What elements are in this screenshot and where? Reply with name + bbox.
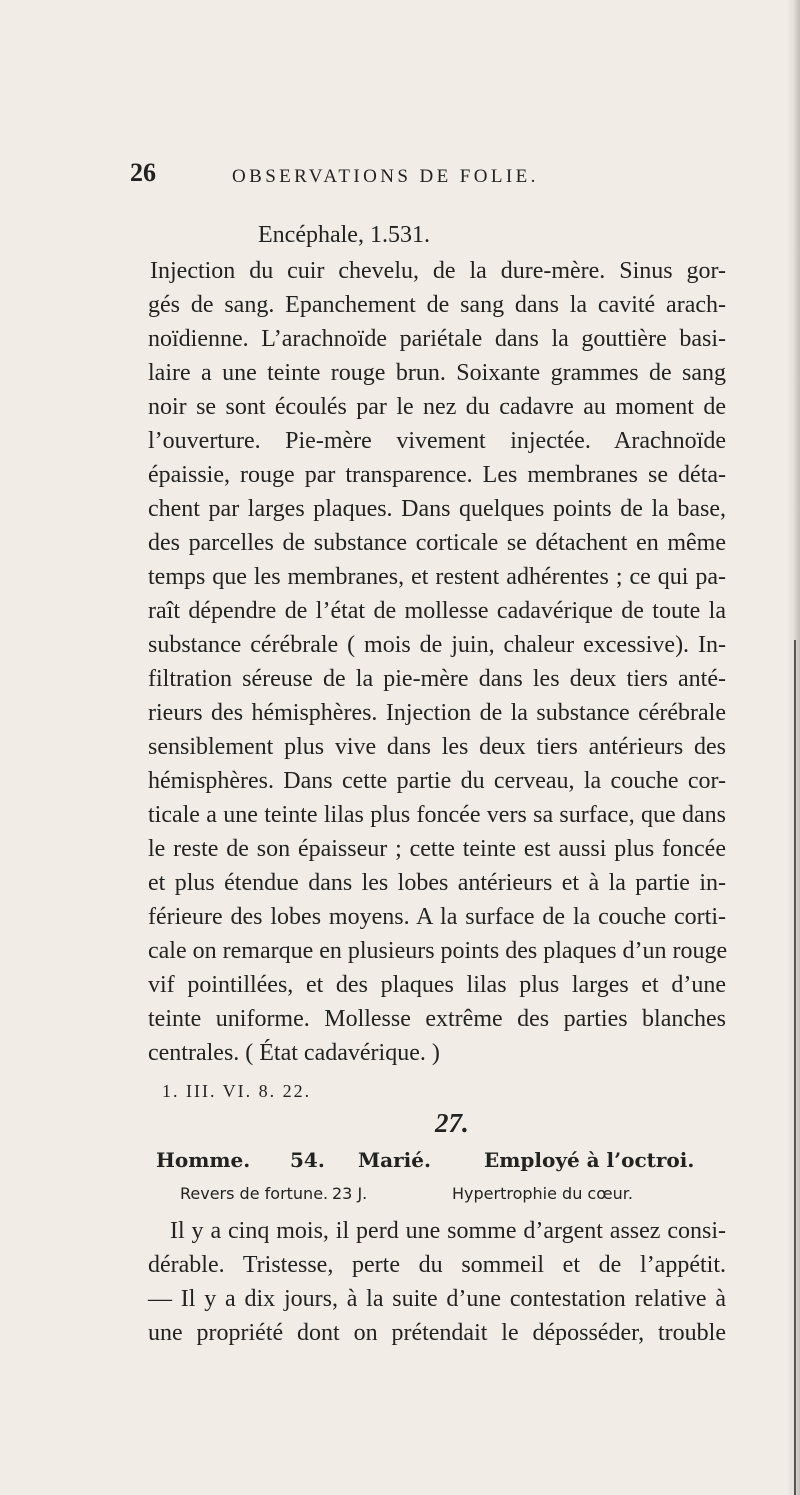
paragraph-line: épaissie, rouge par transparence. Les membranes se déta- — [148, 462, 726, 488]
reference-code: 1. III. VI. 8. 22. — [162, 1081, 312, 1101]
page-number: 26 — [130, 158, 156, 187]
case-status: Marié. — [358, 1148, 431, 1172]
running-head: OBSERVATIONS DE FOLIE. — [232, 166, 539, 187]
case-diagnosis: Hypertrophie du cœur. — [452, 1184, 633, 1203]
paragraph-line: des parcelles de substance corticale se détachent en même — [148, 530, 726, 556]
case-header — [156, 1148, 718, 1182]
paragraph-line: — Il y a dix jours, à la suite d’une contestation relative à — [148, 1286, 726, 1312]
paragraph-line: substance cérébrale ( mois de juin, chaleur excessive). In- — [148, 632, 726, 658]
paragraph-line: noïdienne. L’arachnoïde pariétale dans la gouttière basi- — [148, 326, 726, 352]
case-cause: Revers de fortune. — [180, 1184, 329, 1203]
paragraph-line: hémisphères. Dans cette partie du cerveau, la couche cor- — [148, 768, 726, 794]
paragraph-line: une propriété dont on prétendait le déposséder, trouble — [148, 1320, 726, 1346]
paragraph-line: cale on remarque en plusieurs points des plaques d’un rouge — [148, 938, 728, 964]
page-edge-shadow — [786, 0, 800, 1495]
observation-number: 27. — [435, 1108, 469, 1138]
paragraph-line: filtration séreuse de la pie-mère dans les deux tiers anté- — [148, 666, 726, 692]
case-duration: 23 J. — [332, 1184, 368, 1203]
paragraph-line: ticale a une teinte lilas plus foncée vers sa surface, que dans — [148, 802, 726, 828]
paragraph-line: rieurs des hémisphères. Injection de la substance cérébrale — [148, 700, 726, 726]
case-subheader — [180, 1184, 720, 1208]
case-occupation: Employé à l’octroi. — [484, 1148, 695, 1172]
paragraph-line: Injection du cuir chevelu, de la dure-mère. Sinus gor- — [150, 258, 726, 284]
paragraph-line: temps que les membranes, et restent adhérentes ; ce qui pa- — [148, 564, 726, 590]
paragraph-line: chent par larges plaques. Dans quelques points de la base, — [148, 496, 726, 522]
paragraph-line: teinte uniforme. Mollesse extrême des parties blanches — [148, 1006, 726, 1032]
paragraph-line: centrales. ( État cadavérique. ) — [148, 1040, 440, 1066]
case-sex: Homme. — [156, 1148, 251, 1172]
paragraph-line: le reste de son épaisseur ; cette teinte est aussi plus foncée — [148, 836, 726, 862]
paragraph-line: Il y a cinq mois, il perd une somme d’argent assez consi- — [170, 1218, 726, 1244]
case-age: 54. — [290, 1148, 325, 1172]
paragraph-line: gés de sang. Epanchement de sang dans la cavité arach- — [148, 292, 726, 318]
paragraph-line: l’ouverture. Pie-mère vivement injectée. Arachnoïde — [148, 428, 726, 454]
page-edge-line — [794, 640, 796, 1495]
paragraph-line: et plus étendue dans les lobes antérieurs et à la partie in- — [148, 870, 726, 896]
paragraph-line: férieure des lobes moyens. A la surface de la couche corti- — [148, 904, 726, 930]
paragraph-line: noir se sont écoulés par le nez du cadavre au moment de — [148, 394, 726, 420]
paragraph-line: vif pointillées, et des plaques lilas plus larges et d’une — [148, 972, 726, 998]
paragraph-line: sensiblement plus vive dans les deux tiers antérieurs des — [148, 734, 726, 760]
paragraph-line: raît dépendre de l’état de mollesse cadavérique de toute la — [148, 598, 726, 624]
paragraph-line: dérable. Tristesse, perte du sommeil et de l’appétit. — [148, 1252, 726, 1278]
section-heading: Encéphale, 1.531. — [258, 222, 430, 248]
paragraph-line: laire a une teinte rouge brun. Soixante grammes de sang — [148, 360, 726, 386]
